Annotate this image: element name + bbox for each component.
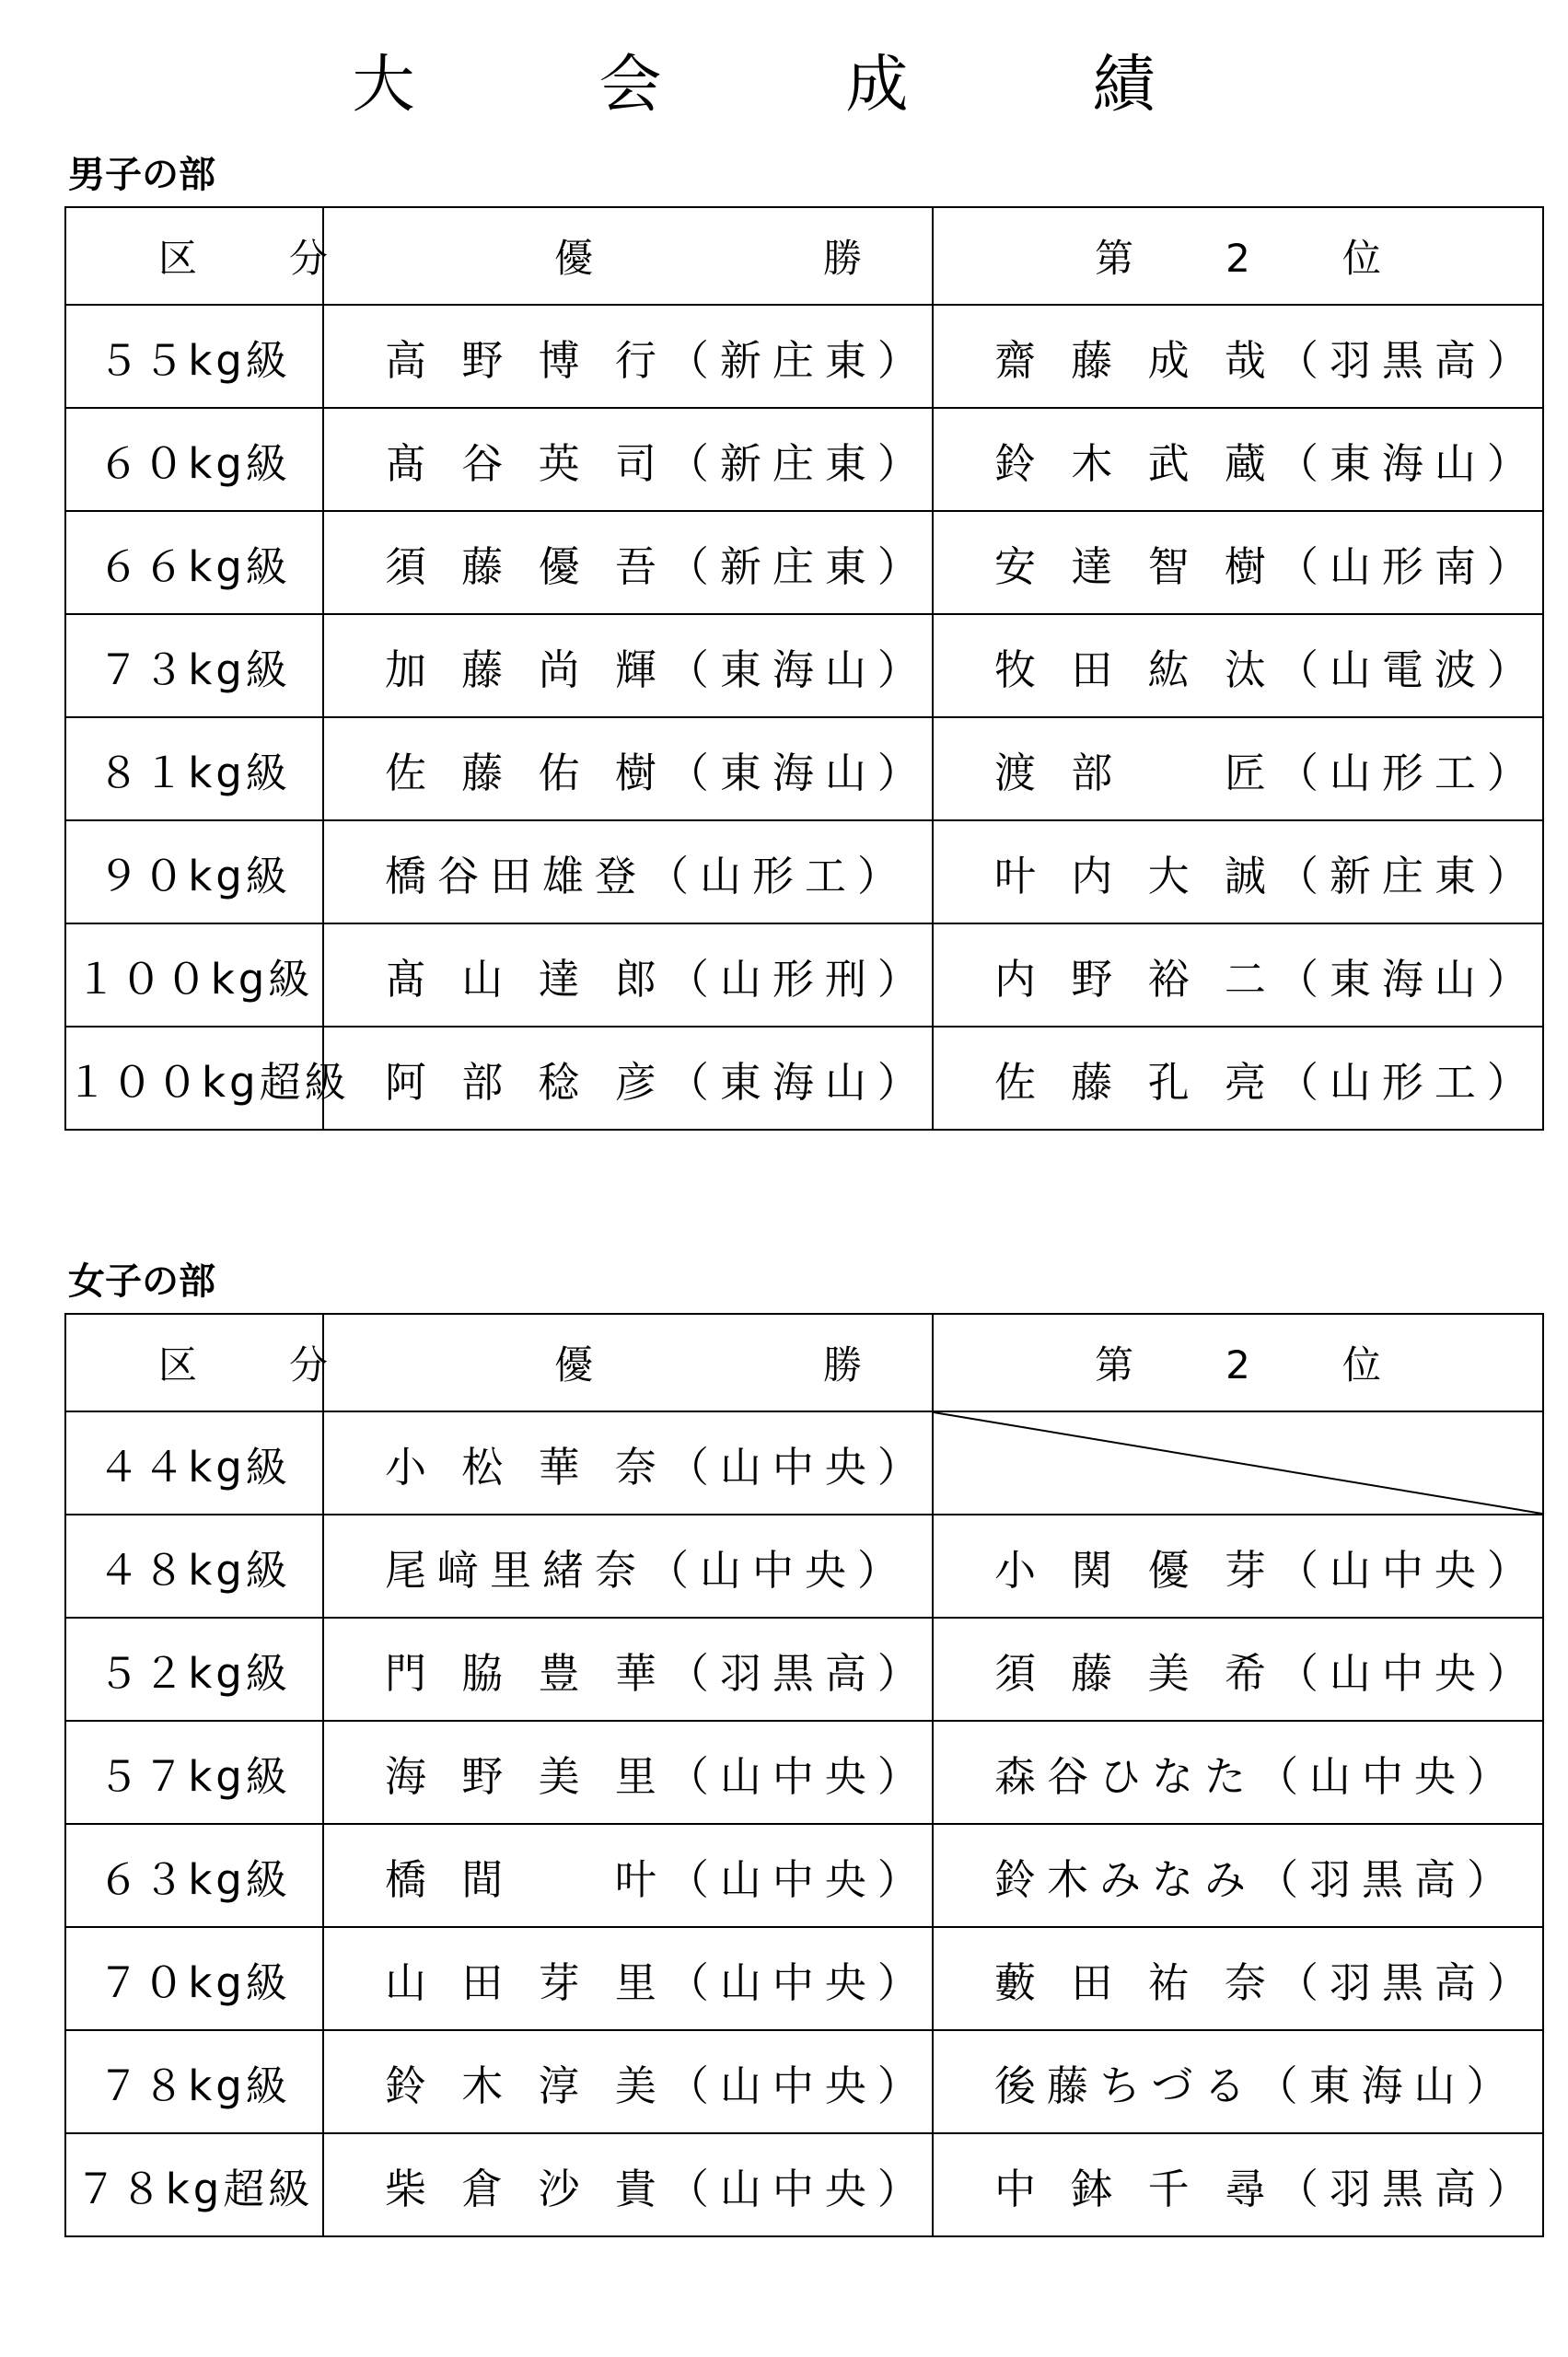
second-place: 叶 内 大 誠（新庄東）: [933, 820, 1543, 923]
table-row: [65, 923, 1543, 1027]
second-place: 森谷ひなた（山中央）: [933, 1721, 1543, 1824]
second-place: 鈴木みなみ（羽黒高）: [933, 1824, 1543, 1927]
table-row: [65, 511, 1543, 614]
winner: 橋谷田雄登（山形工）: [323, 820, 933, 923]
winner: 小 松 華 奈（山中央）: [323, 1411, 933, 1515]
weight-class: ５７kg級: [65, 1721, 323, 1824]
winner: 尾﨑里緒奈（山中央）: [323, 1515, 933, 1618]
table-row: [65, 614, 1543, 717]
winner: 加 藤 尚 輝（東海山）: [323, 614, 933, 717]
men-header-row: [65, 207, 1543, 305]
women-header-winner: 優勝: [323, 1314, 933, 1411]
men-header-winner: 優勝: [323, 207, 933, 305]
winner: 門 脇 豊 華（羽黒高）: [323, 1618, 933, 1721]
weight-class: ４４kg級: [65, 1411, 323, 1515]
winner: 髙 谷 英 司（新庄東）: [323, 408, 933, 511]
second-place: 齋 藤 成 哉（羽黒高）: [933, 305, 1543, 408]
women-section-title: 女子の部: [68, 1260, 215, 1303]
second-place: 渡 部 匠（山形工）: [933, 717, 1543, 820]
winner: 鈴 木 淳 美（山中央）: [323, 2030, 933, 2133]
men-results-table: [64, 206, 1544, 1131]
second-place: 須 藤 美 希（山中央）: [933, 1618, 1543, 1721]
table-row: [65, 1721, 1543, 1824]
men-header-class: 区分: [65, 207, 323, 305]
table-row: [65, 305, 1543, 408]
second-place: 安 達 智 樹（山形南）: [933, 511, 1543, 614]
winner: 柴 倉 沙 貴（山中央）: [323, 2133, 933, 2236]
second-place: 牧 田 紘 汰（山電波）: [933, 614, 1543, 717]
diagonal-strike: [934, 1412, 1542, 1514]
table-row: [65, 1618, 1543, 1721]
winner: 山 田 芽 里（山中央）: [323, 1927, 933, 2030]
women-results-table: [64, 1313, 1544, 2237]
men-header-second: 第2位: [933, 207, 1543, 305]
weight-class: ７０kg級: [65, 1927, 323, 2030]
table-row: [65, 1824, 1543, 1927]
winner: 高 野 博 行（新庄東）: [323, 305, 933, 408]
winner: 須 藤 優 吾（新庄東）: [323, 511, 933, 614]
weight-class: ６０kg級: [65, 408, 323, 511]
winner: 髙 山 達 郎（山形刑）: [323, 923, 933, 1027]
second-place: 藪 田 祐 奈（羽黒高）: [933, 1927, 1543, 2030]
weight-class: ７８kg超級: [65, 2133, 323, 2236]
weight-class: ６３kg級: [65, 1824, 323, 1927]
table-row: [65, 2133, 1543, 2236]
table-row: [65, 820, 1543, 923]
second-place: 後藤ちづる（東海山）: [933, 2030, 1543, 2133]
winner: 佐 藤 佑 樹（東海山）: [323, 717, 933, 820]
women-header-class: 区分: [65, 1314, 323, 1411]
table-row: [65, 408, 1543, 511]
weight-class: ５２kg級: [65, 1618, 323, 1721]
table-row: [65, 2030, 1543, 2133]
second-place: 中 鉢 千 尋（羽黒高）: [933, 2133, 1543, 2236]
winner: 阿 部 稔 彦（東海山）: [323, 1027, 933, 1130]
men-section-title: 男子の部: [68, 154, 215, 196]
weight-class: ５５kg級: [65, 305, 323, 408]
weight-class: ７８kg級: [65, 2030, 323, 2133]
table-row: [65, 1515, 1543, 1618]
second-place-empty: [933, 1411, 1543, 1515]
table-row: [65, 717, 1543, 820]
second-place: 佐 藤 孔 亮（山形工）: [933, 1027, 1543, 1130]
weight-class: １００kg級: [65, 923, 323, 1027]
table-row: [65, 1927, 1543, 2030]
women-header-second: 第2位: [933, 1314, 1543, 1411]
second-place: 内 野 裕 二（東海山）: [933, 923, 1543, 1027]
page-title: 大 会 成 績: [352, 49, 1216, 122]
winner: 橋 間 叶（山中央）: [323, 1824, 933, 1927]
table-row: [65, 1411, 1543, 1515]
women-header-row: [65, 1314, 1543, 1411]
table-row: [65, 1027, 1543, 1130]
weight-class: ６６kg級: [65, 511, 323, 614]
weight-class: ７３kg級: [65, 614, 323, 717]
weight-class: ４８kg級: [65, 1515, 323, 1618]
weight-class: ８１kg級: [65, 717, 323, 820]
second-place: 鈴 木 武 蔵（東海山）: [933, 408, 1543, 511]
weight-class: ９０kg級: [65, 820, 323, 923]
second-place: 小 関 優 芽（山中央）: [933, 1515, 1543, 1618]
winner: 海 野 美 里（山中央）: [323, 1721, 933, 1824]
weight-class: １００kg超級: [65, 1027, 323, 1130]
